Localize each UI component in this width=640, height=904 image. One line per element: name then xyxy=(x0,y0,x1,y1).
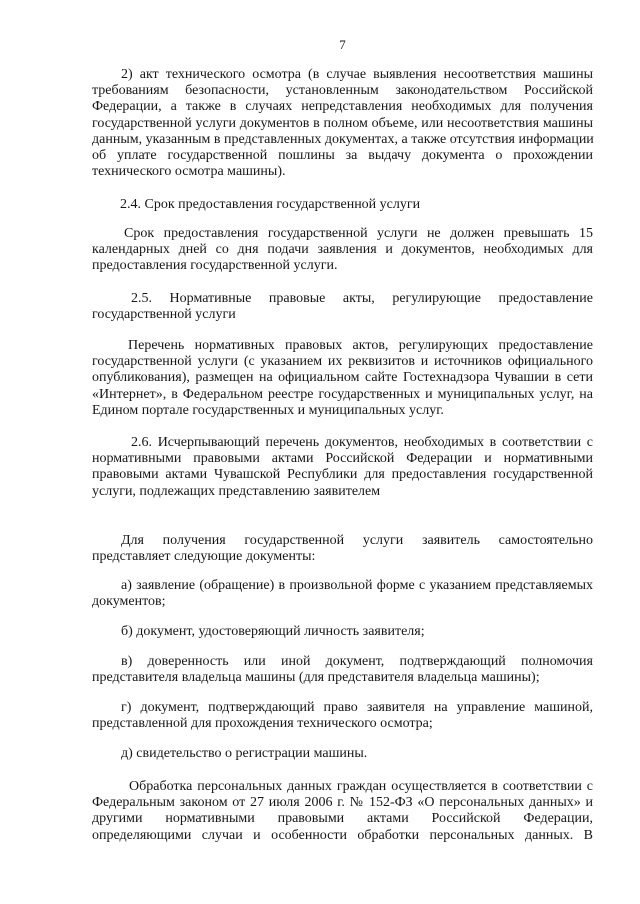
text-line: опубликования), размещен на официальном сайте Гостехнадзора Чувашии в сети xyxy=(92,370,593,386)
text-line: г) документ, подтверждающий право заявителя на управление машиной, xyxy=(121,700,593,715)
list-item-b xyxy=(92,624,593,640)
paragraph-personal-data xyxy=(92,779,593,844)
list-item-d xyxy=(92,746,593,762)
text-line: Срок предоставления государственной услуги не должен превышать 15 xyxy=(124,226,593,241)
text-line: требованиям безопасности, установленным законодательством Российской xyxy=(92,83,593,99)
text-line: правовыми актами Чувашской Республики для предоставления государственной xyxy=(92,467,593,483)
list-item-v xyxy=(92,654,593,686)
page-number: 7 xyxy=(339,37,346,52)
text-line: государственной услуги (с указанием их реквизитов и источников официального xyxy=(92,354,593,370)
section-heading-2-6 xyxy=(92,435,593,500)
text-line: б) документ, удостоверяющий личность заявителя; xyxy=(121,624,425,639)
paragraph-regulations-list xyxy=(92,338,593,419)
paragraph-documents-intro xyxy=(92,533,593,565)
paragraph-service-term xyxy=(92,226,593,275)
text-line: д) свидетельство о регистрации машины. xyxy=(121,746,368,761)
text-line: Федеральным законом от 27 июля 2006 г. № 152-ФЗ «О персональных данных» и xyxy=(92,795,593,811)
text-line: 2.4. Срок предоставления государственной услуги xyxy=(120,197,421,212)
text-line: представляет следующие документы: xyxy=(92,549,316,565)
text-line: 2) акт технического осмотра (в случае выявления несоответствия машины xyxy=(121,67,593,82)
text-line: представителя владельца машины (для представителя владельца машины); xyxy=(92,670,540,686)
paragraph-item-2-act xyxy=(92,67,593,180)
text-line: документов; xyxy=(92,594,166,610)
text-line: услуги, подлежащих представлению заявителем xyxy=(92,483,381,499)
text-line: календарных дней со дня подачи заявления и документов, необходимых для xyxy=(92,242,593,258)
text-line: государственной услуги документов в полном объеме, или несоответствия машины xyxy=(92,115,593,131)
text-line: Перечень нормативных правовых актов, регулирующих предоставление xyxy=(128,338,593,353)
text-line: технического осмотра машины). xyxy=(92,164,286,180)
text-line: определяющими случаи и особенности обработки персональных данных. В xyxy=(92,827,593,843)
text-line: нормативными правовыми актами Российской Федерации и нормативными xyxy=(92,451,593,467)
list-item-a xyxy=(92,578,593,610)
text-line: данным, указанным в представленных документах, а также отсутствия информации xyxy=(92,131,594,147)
section-heading-2-4 xyxy=(92,197,593,213)
text-line: предоставления государственной услуги. xyxy=(92,258,338,274)
text-line: в) доверенность или иной документ, подтверждающий полномочия xyxy=(121,654,593,669)
text-line: представленной для прохождения технического осмотра; xyxy=(92,716,433,732)
text-line: другими нормативными правовыми актами Российской Федерации, xyxy=(92,811,593,827)
section-heading-2-5 xyxy=(92,291,593,323)
text-line: 2.6. Исчерпывающий перечень документов, необходимых в соответствии с xyxy=(131,435,593,450)
text-line: государственной услуги xyxy=(92,307,236,323)
text-line: а) заявление (обращение) в произвольной форме с указанием представляемых xyxy=(121,578,593,593)
text-line: 2.5. Нормативные правовые акты, регулирующие предоставление xyxy=(131,291,593,306)
text-line: Федерации, а также в случаях непредставления необходимых для получения xyxy=(92,99,593,115)
text-line: «Интернет», в Федеральном реестре государственных и муниципальных услуг, на xyxy=(92,386,593,402)
text-line: Для получения государственной услуги заявитель самостоятельно xyxy=(121,533,593,548)
list-item-g xyxy=(92,700,593,732)
text-line: об уплате государственной пошлины за выдачу документа о прохождении xyxy=(92,147,593,163)
text-line: Едином портале государственных и муниципальных услуг. xyxy=(92,402,444,418)
text-line: Обработка персональных данных граждан осуществляется в соответствии с xyxy=(129,779,593,794)
